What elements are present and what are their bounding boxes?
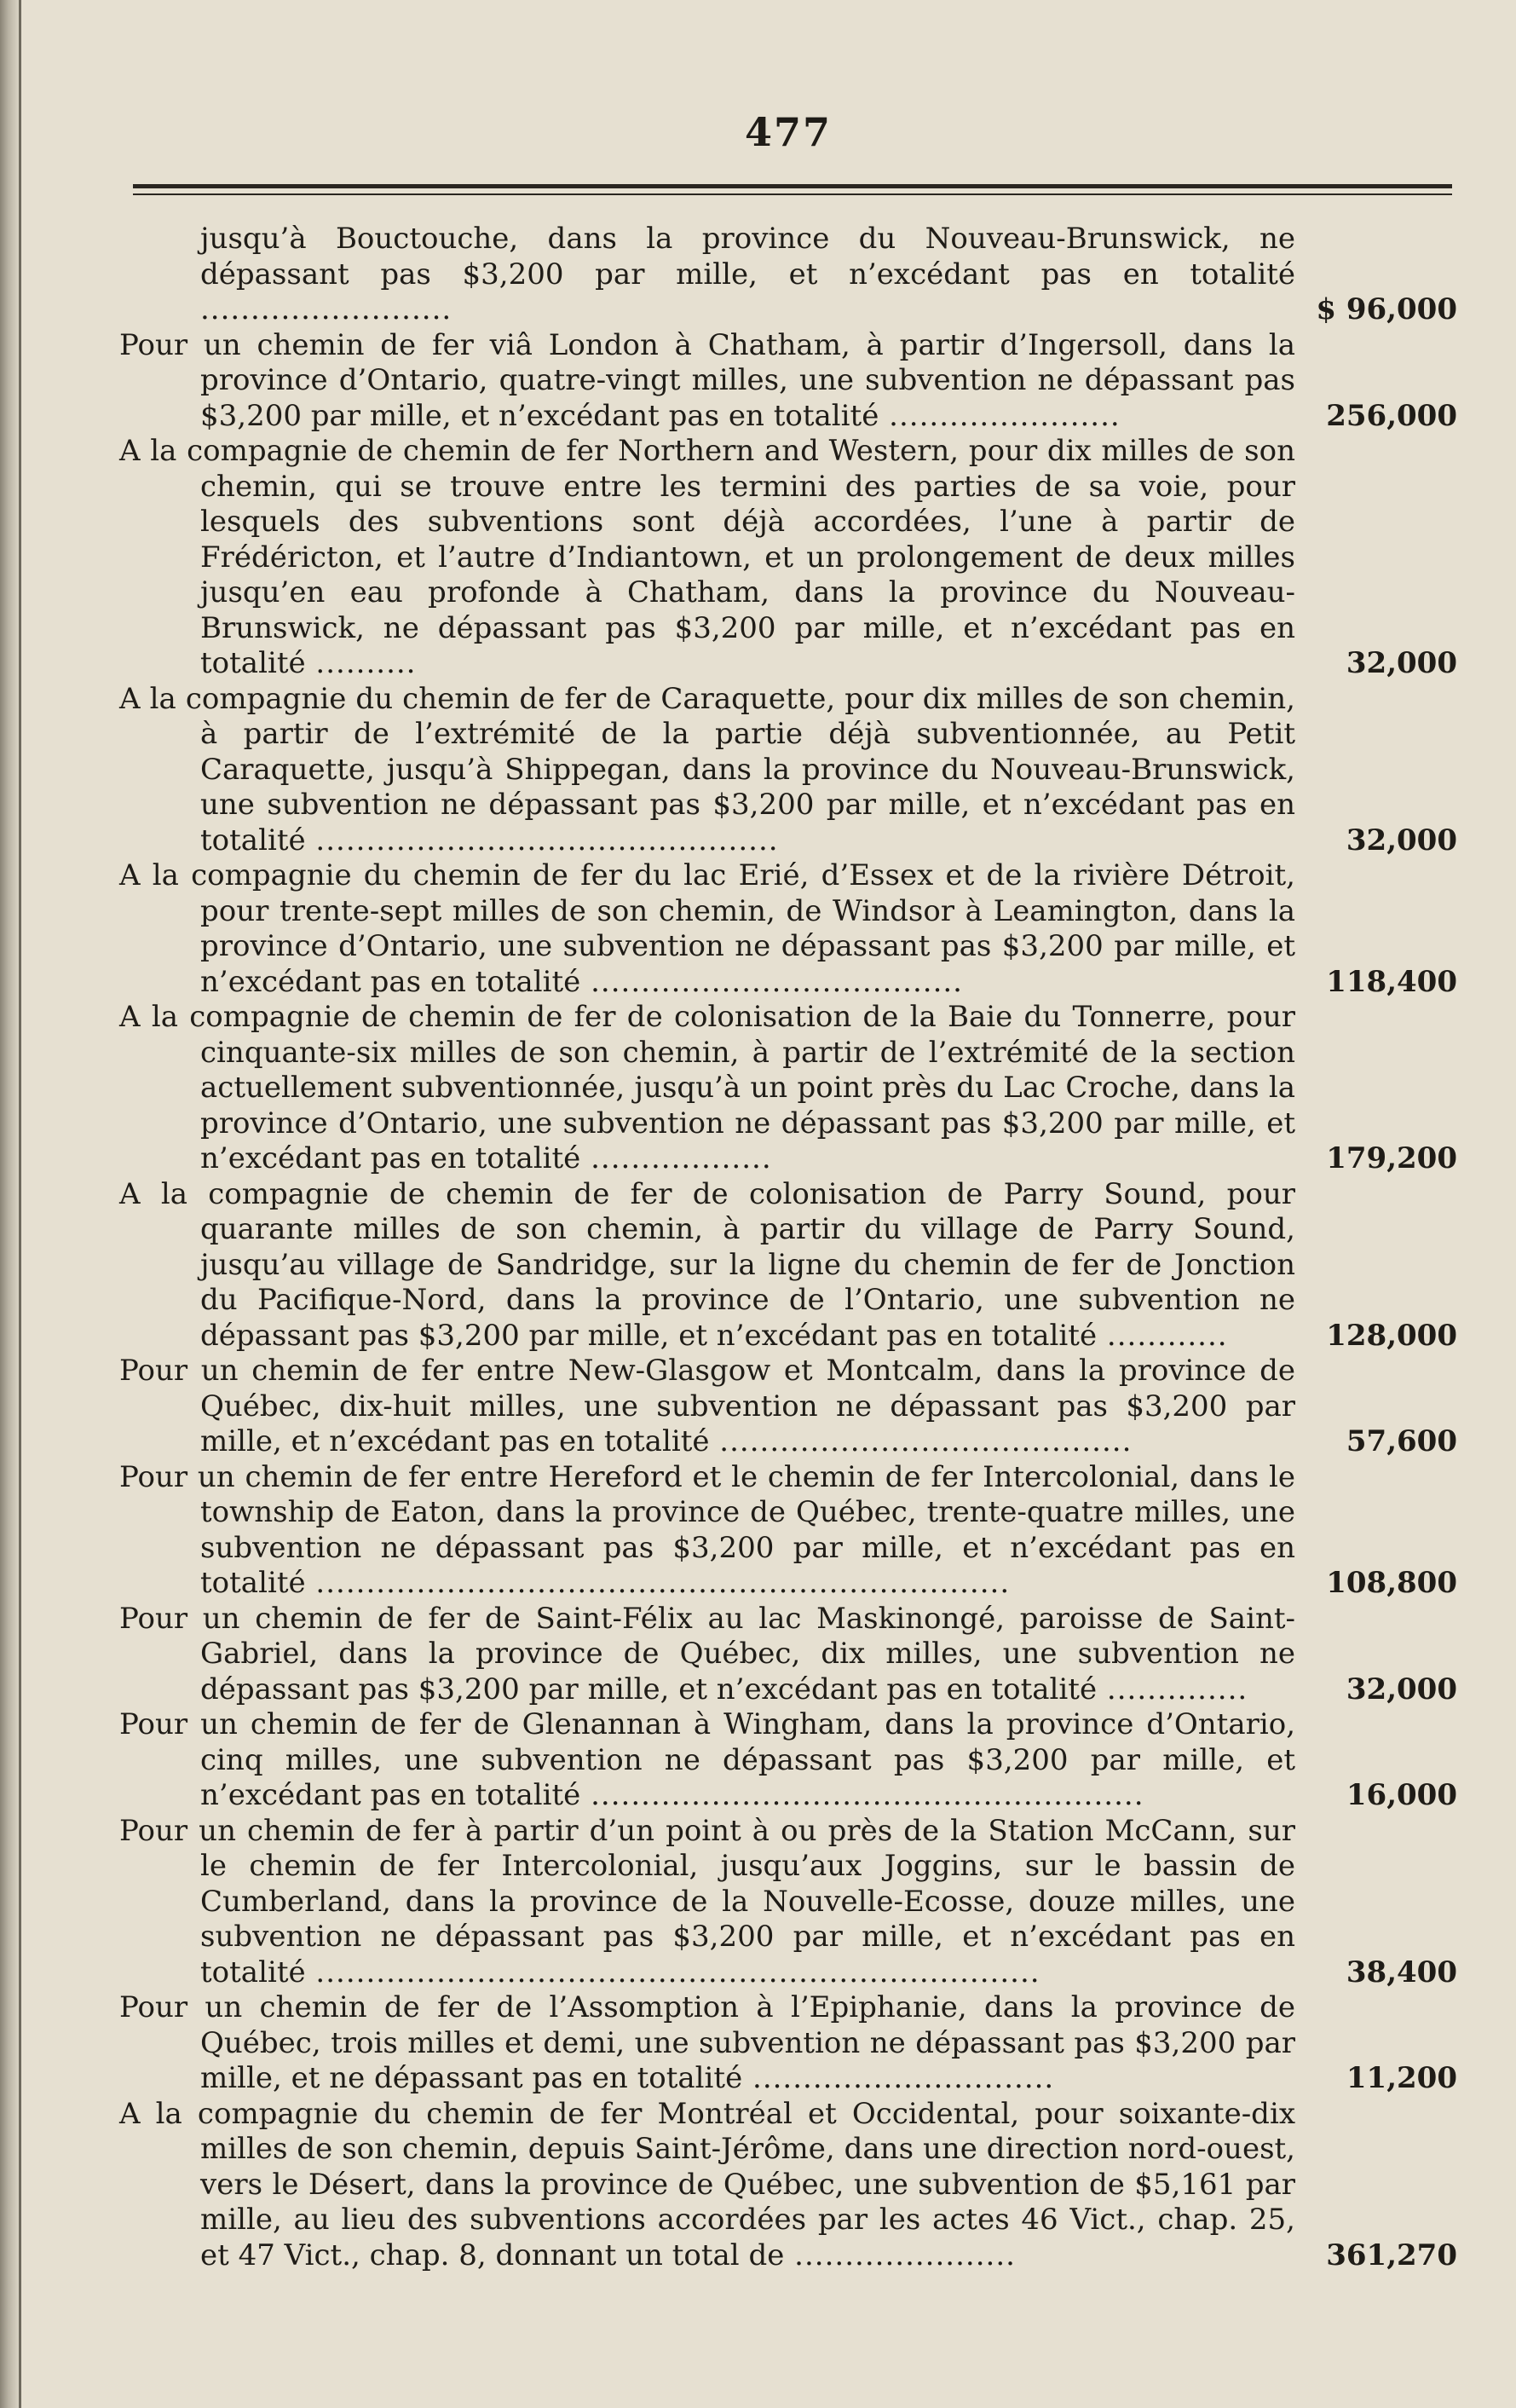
subsidy-entry — [119, 1177, 1457, 1354]
entry-text: Pour un chemin de fer entre New-Glasgow et Montcalm, dans la province de Québec, dix-huit milles, une subvention ne dépassant pas $3,200 par mille, et n’excédant pas en totalité — [119, 1354, 1295, 1458]
subsidy-entry — [119, 1602, 1457, 1708]
entry-amount: 11,200 — [1346, 2061, 1457, 2095]
dot-leader: ...................... — [784, 2238, 1016, 2272]
dot-leader: ........................................................................ — [305, 1955, 1040, 1989]
subsidy-entry — [119, 1990, 1457, 2097]
dot-leader: ..................................... — [580, 964, 963, 999]
entry-text: Pour un chemin de fer entre Hereford et le chemin de fer Intercolonial, dans le township de Eaton, dans la province de Québec, trente-quatre milles, une subvention ne dépassant pas $3,200 par mille, et n’excédant pas en totalité — [119, 1459, 1295, 1600]
subsidy-entry — [119, 1707, 1457, 1814]
entry-amount: 256,000 — [1326, 398, 1457, 433]
entry-amount: 57,600 — [1346, 1424, 1457, 1458]
dot-leader: ....................................................... — [580, 1778, 1144, 1812]
entry-amount: 361,270 — [1326, 2238, 1457, 2272]
entry-text: Pour un chemin de fer à partir d’un point à ou près de la Station McCann, sur le chemin de fer Intercolonial, jusqu’aux Joggins, sur le bassin de Cumberland, dans la province de la Nouvelle-Ecosse, douze milles, une subvention ne dépassant pas $3,200 par mille, et n’excédant pas en totalité — [119, 1813, 1295, 1989]
entry-amount: 16,000 — [1346, 1778, 1457, 1812]
dot-leader: ..................................................................... — [305, 1566, 1011, 1600]
entry-text: A la compagnie du chemin de fer du lac Erié, d’Essex et de la rivière Détroit, pour trente-sept milles de son chemin, de Windsor à Leamington, dans la province d’Ontario, une subvention ne dépassant pas $3,200 par mille, et n’excédant pas en totalité — [119, 858, 1295, 999]
page-gutter-line — [19, 0, 21, 2408]
entry-text: A la compagnie du chemin de fer de Caraquette, pour dix milles de son chemin, à partir de l’extrémité de la partie déjà subventionnée, au Petit Caraquette, jusqu’à Shippegan, dans la province du Nouveau-Brunswick, une subvention ne dépassant pas $3,200 par mille, et n’excédant pas en totalité — [119, 681, 1295, 858]
entry-text: Pour un chemin de fer de l’Assomption à l’Epiphanie, dans la province de Québec, trois milles et demi, une subvention ne dépassant pas $3,200 par mille, et ne dépassant pas en totalité — [119, 1990, 1295, 2095]
header-rule — [133, 184, 1452, 195]
entry-text: jusqu’à Bouctouche, dans la province du Nouveau-Brunswick, ne dépassant pas $3,200 par mille, et n’excédant pas en totalité — [200, 222, 1295, 292]
dot-leader: .......... — [305, 646, 417, 680]
dot-leader: ......................... — [200, 292, 452, 326]
subsidy-entry — [119, 2097, 1457, 2274]
subsidy-entry — [119, 434, 1457, 682]
book-spine-shadow — [0, 0, 19, 2408]
entry-amount: 32,000 — [1346, 1672, 1457, 1706]
entry-amount: 32,000 — [1346, 646, 1457, 680]
dot-leader: ............ — [1097, 1318, 1228, 1353]
entry-text: A la compagnie du chemin de fer Montréal et Occidental, pour soixante-dix milles de son chemin, depuis Saint-Jérôme, dans une direction nord-ouest, vers le Désert, dans la province de Québec, une subvention de $5,161 par mille, au lieu des subventions accordées par les actes 46 Vict., chap. 25, et 47 Vict., chap. 8, donnant un total de — [119, 2096, 1295, 2272]
dot-leader: ....................... — [879, 398, 1121, 433]
entry-amount: 128,000 — [1326, 1318, 1457, 1353]
subsidy-entry — [119, 328, 1457, 435]
entry-text: Pour un chemin de fer de Saint-Félix au lac Maskinongé, paroisse de Saint-Gabriel, dans la province de Québec, dix milles, une subvention ne dépassant pas $3,200 par mille, et n’excédant pas en totalité — [119, 1601, 1295, 1706]
entry-amount: 38,400 — [1346, 1955, 1457, 1989]
dot-leader: .............. — [1097, 1672, 1248, 1706]
entry-amount: 108,800 — [1326, 1566, 1457, 1600]
subsidy-entry — [119, 1354, 1457, 1460]
dot-leader: .............................. — [742, 2061, 1055, 2095]
entry-text: Pour un chemin de fer viâ London à Chatham, à partir d’Ingersoll, dans la province d’Ontario, quatre-vingt milles, une subvention ne dépassant pas $3,200 par mille, et n’excédant pas en totalité — [119, 327, 1295, 433]
entry-text: A la compagnie de chemin de fer de colonisation de la Baie du Tonnerre, pour cinquante-six milles de son chemin, à partir de l’extrémité de la section actuellement subventionnée, jusqu’à un point près du Lac Croche, dans la province d’Ontario, une subvention ne dépassant pas $3,200 par mille, et n’excédant pas en totalité — [119, 1000, 1295, 1175]
subsidy-entry — [119, 858, 1457, 1000]
dot-leader: ......................................... — [709, 1424, 1133, 1458]
document-page — [119, 94, 1457, 2387]
page-number: 477 — [744, 109, 833, 155]
dot-leader: .............................................. — [305, 823, 779, 858]
subsidy-entry — [119, 1814, 1457, 1991]
entry-text: A la compagnie de chemin de fer Northern and Western, pour dix milles de son chemin, qui se trouve entre les termini des parties de sa voie, pour lesquels des subventions sont déjà accordées, l’une à partir de Frédéricton, et l’autre d’Indiantown, et un prolongement de deux milles jusqu’en eau profonde à Chatham, dans la province du Nouveau-Brunswick, ne dépassant pas $3,200 par mille, et n’excédant pas en totalité — [119, 434, 1295, 680]
entry-amount: 32,000 — [1346, 823, 1457, 858]
entry-text: Pour un chemin de fer de Glenannan à Wingham, dans la province d’Ontario, cinq milles, une subvention ne dépassant pas $3,200 par mille, et n’excédant pas en totalité — [119, 1707, 1295, 1812]
dot-leader: .................. — [580, 1141, 772, 1175]
subsidy-entry — [119, 682, 1457, 859]
subsidy-list — [119, 222, 1457, 2273]
entry-text: A la compagnie de chemin de fer de colonisation de Parry Sound, pour quarante milles de son chemin, à partir du village de Parry Sound, jusqu’au village de Sandridge, sur la ligne du chemin de fer de Jonction du Pacifique-Nord, dans la province de l’Ontario, une subvention ne dépassant pas $3,200 par mille, et n’excédant pas en totalité — [119, 1176, 1295, 1353]
subsidy-entry — [119, 222, 1457, 328]
subsidy-entry — [119, 1000, 1457, 1177]
entry-amount: 179,200 — [1326, 1141, 1457, 1175]
subsidy-entry — [119, 1460, 1457, 1602]
entry-amount: $ 96,000 — [1316, 292, 1457, 326]
entry-amount: 118,400 — [1326, 964, 1457, 999]
